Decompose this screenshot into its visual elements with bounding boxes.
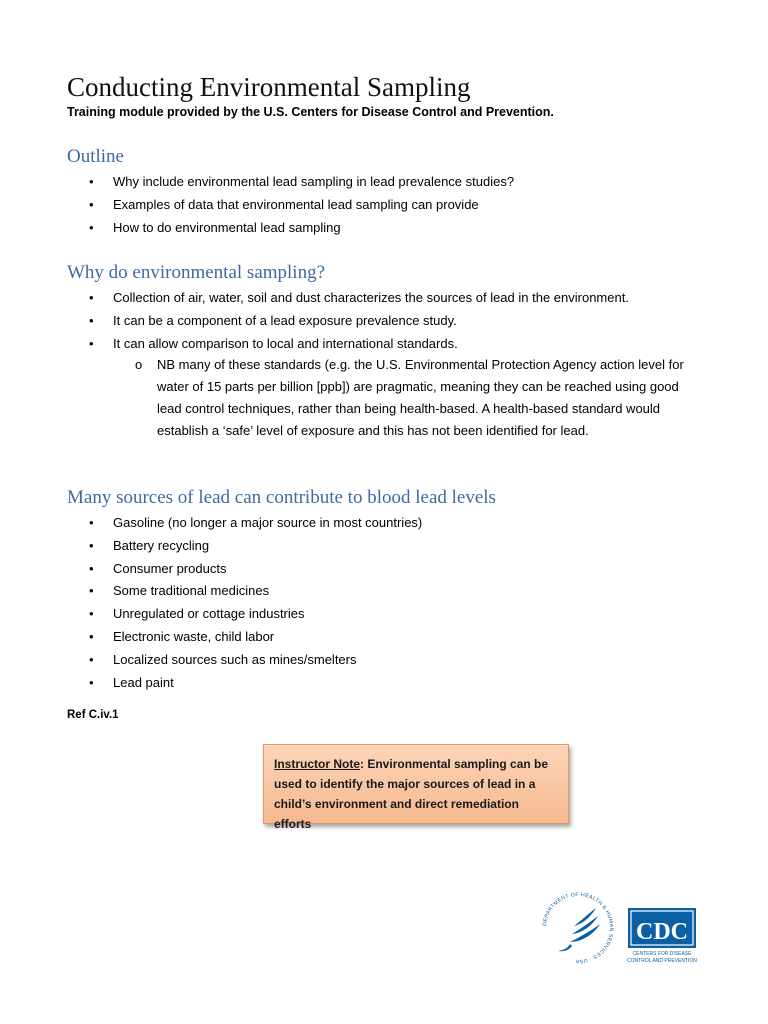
list-item-text: Localized sources such as mines/smelters [113, 651, 357, 667]
bullet-icon: • [89, 583, 94, 599]
list-item [0, 310, 768, 333]
bullet-icon: • [89, 674, 94, 690]
bullet-icon: • [89, 515, 94, 530]
bullet-icon: • [89, 174, 94, 189]
why-list [0, 287, 768, 355]
sub-list-item-text: NB many of these standards (e.g. the U.S. Environmental Protection Agency action level for water of 15 parts per billion [ppb]) are pragmatic, meaning they can be reached using good lead control techniques, rather than being health-based. A health-based standard would establish a ‘safe’ level of exposure and this has not been identified for lead. [157, 357, 684, 438]
list-item-text: How to do environmental lead sampling [113, 219, 341, 235]
reference-code: Ref C.iv.1 [67, 709, 119, 721]
instructor-note-label: Instructor Note [274, 757, 361, 771]
list-item-text: Why include environmental lead sampling in lead prevalence studies? [113, 174, 515, 189]
document-subtitle: Training module provided by the U.S. Centers for Disease Control and Prevention. [67, 105, 554, 119]
section-heading-why: Why do environmental sampling? [67, 262, 326, 283]
list-item-text: Battery recycling [113, 537, 210, 553]
sources-list [0, 512, 768, 694]
bullet-icon: • [89, 219, 94, 235]
hhs-seal-text: DEPARTMENT OF HEALTH & HUMAN SERVICES · USA [542, 891, 615, 965]
list-item-text: It can allow comparison to local and international standards. [113, 335, 458, 351]
list-item [0, 626, 768, 649]
bullet-icon: • [89, 651, 94, 667]
hhs-seal-logo [538, 888, 618, 968]
section-heading-outline: Outline [67, 146, 124, 167]
bullet-icon: • [89, 537, 94, 553]
list-item [0, 603, 768, 626]
document-title: Conducting Environmental Sampling [67, 72, 471, 102]
list-item-text: It can be a component of a lead exposure prevalence study. [113, 312, 457, 328]
bullet-icon: • [89, 628, 94, 644]
list-item-text: Electronic waste, child labor [113, 628, 275, 644]
list-item [0, 217, 768, 240]
list-item-text: Consumer products [113, 560, 227, 576]
bullet-icon: • [89, 335, 94, 351]
list-item-text: Unregulated or cottage industries [113, 606, 305, 622]
cdc-tagline-line1: CENTERS FOR DISEASE [632, 951, 692, 957]
list-item [0, 194, 768, 217]
list-item [0, 535, 768, 558]
instructor-note-box [263, 744, 569, 831]
list-item [0, 672, 768, 695]
bullet-icon: • [89, 560, 94, 576]
outline-list [0, 171, 768, 239]
bullet-icon: • [89, 606, 94, 622]
list-item [0, 512, 768, 535]
list-item [0, 171, 768, 194]
list-item-text: Examples of data that environmental lead sampling can provide [113, 196, 479, 212]
cdc-logo [627, 907, 697, 967]
list-item [0, 580, 768, 603]
list-item [0, 558, 768, 581]
bullet-icon: • [89, 312, 94, 328]
sub-bullet-icon: o [135, 357, 143, 372]
instructor-note-separator: : [360, 757, 365, 771]
list-item [0, 287, 768, 310]
list-item-text: Lead paint [113, 674, 174, 690]
list-item [0, 333, 768, 356]
section-heading-sources: Many sources of lead can contribute to blood lead levels [67, 487, 496, 508]
bullet-icon: • [89, 290, 94, 305]
sub-list-item [135, 354, 697, 442]
eagle-icon [558, 908, 600, 951]
cdc-tagline-line2: CONTROL AND PREVENTION [627, 958, 697, 964]
list-item-text: Gasoline (no longer a major source in most countries) [113, 515, 423, 530]
instructor-note-text: Environmental sampling can be used to identify the major sources of lead in a child’s environment and direct remediation efforts [274, 757, 549, 831]
list-item-text: Collection of air, water, soil and dust characterizes the sources of lead in the environment. [113, 290, 629, 305]
list-item [0, 649, 768, 672]
bullet-icon: • [89, 196, 94, 212]
list-item-text: Some traditional medicines [113, 583, 270, 599]
cdc-logo-text: CDC [636, 919, 688, 945]
